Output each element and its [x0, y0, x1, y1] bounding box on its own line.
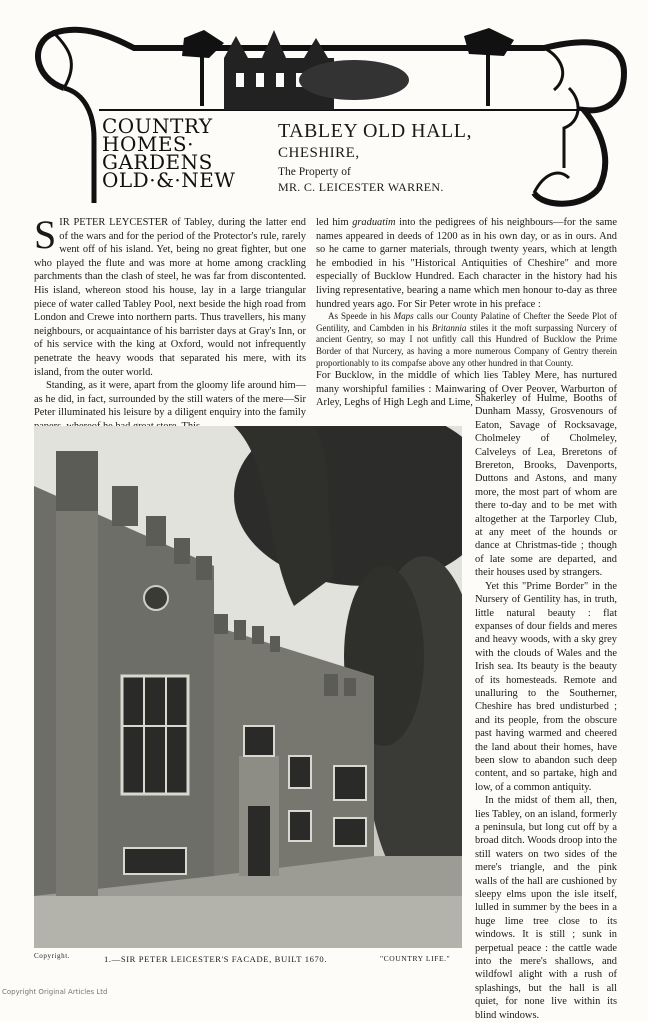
- series-line-1: COUNTRY: [102, 114, 213, 138]
- property-line: The Property of: [278, 166, 351, 178]
- paragraph-bucklow: For Bucklow, in the middle of which lies Tabley Mere, has nurtured many worshipful families : Mainwaring of Over Peover, Warburton of Arley, Leghs of High Legh and Lime,: [316, 370, 617, 409]
- italic-word: graduatim: [352, 217, 396, 228]
- opening-text: IR PETER LEYCESTER of Tabley, during the latter end of the wars and for the period of the Protector's rule, rarely went off of his island. Yet, being no great fighter, but one who played the flute and was more at home among crackling parchments than the clash of steel, he was far from discontented. His island, whereon stood his house, lay in a large triangular piece of water called Tabley Pool, next beside the high road from London and Crewe into northern parts. Thus travellers, his many neighbours, or acquaintance of his barrister days at Gray's Inn, or of his service with the king at Oxford, would not infrequently penetrate the heavy woods that separated his mere, with its island, from the outer world.: [34, 217, 306, 378]
- paragraph-families: Shakerley of Hulme, Booths of Dunham Massy, Grosvenours of Eaton, Savage of Rocksavage, Cholmeley of Cholmeley, Calveleys of Lea, Breretons of Brereton, Brooks, Davenports, Duttons and Astons, and many more, the most part of whom are there to-day and to be met with altogether at the Tarporley Club, at any meet of the hounds or dance at Christmas-tide ; though of late some are departed, and their houses used by strangers.: [475, 393, 617, 579]
- quote-italic: Britannia: [431, 322, 467, 333]
- series-line-2: HOMES·: [102, 132, 194, 156]
- text-run: into the pedigrees of his neighbours—for the same names appeared in deeds of 1200 as in his own day, or as in ours. And so he came to garner materials, through twenty years, which at length he embodied in his "Historical Antiquities of Cheshire" and more especially of Bucklow Hundred. Each character in the history had his living representative, bearing a name which men honour to-day as three hundred years ago. For Sir Peter wrote in his preface :: [316, 217, 617, 310]
- paragraph-graduatim: [316, 216, 617, 311]
- series-line-3: GARDENS: [102, 150, 213, 174]
- quote-run: calls our County Palatine of Chefter the Seede Plot of Gentility, and Cambden in his: [316, 311, 617, 333]
- narrow-column: [475, 392, 617, 1022]
- photo-credit: "COUNTRY LIFE.": [380, 954, 451, 963]
- watermark: Copyright Original Articles Ltd: [2, 988, 108, 996]
- hall-photograph: [34, 426, 462, 948]
- paragraph-prime-border: Yet this "Prime Border" in the Nursery of Gentility has, in truth, little natural beauty : flat expanses of dour fields and meres and heavy woods, with a sky grey with the clouds of Wales and the Irish sea. Its beauty is the beauty of its homesteads. Remote and unalluring to the Southerner, Cheshire has bred undisturbed ; and its people, from the obscure past having warmed and cheered the land about their homes, have been slow to abandon such deep content, and so partake, high and low, of a common antiquity.: [475, 580, 617, 793]
- drop-cap: S: [34, 212, 57, 257]
- article-heading: [278, 120, 538, 195]
- paragraph-standing: Standing, as it were, apart from the gloomy life around him—as he did, in fact, surrounded by the still waters of the mere—Sir Peter illuminated his leisure by a diligent enquiry into the family: [34, 380, 306, 419]
- series-line-4: OLD·&·NEW: [102, 168, 236, 192]
- caption-text: 1.—SIR PETER LEICESTER'S FACADE, BUILT 1670.: [104, 954, 328, 964]
- facade-illustration: [34, 426, 462, 948]
- text-run: led him: [316, 217, 353, 228]
- preface-quote: [316, 311, 617, 369]
- paragraph-opening: [34, 212, 306, 379]
- right-column: [316, 216, 617, 410]
- owner-name: MR. C. LEICESTER WARREN.: [278, 180, 444, 194]
- quote-italic: Maps: [393, 311, 414, 322]
- quote-run: As Speede in his: [328, 311, 394, 322]
- article-subtitle: CHESHIRE,: [278, 145, 360, 161]
- copyright-note: Copyright.: [34, 952, 71, 960]
- quote-run: stiles it the moft surpassing Nurcery of ancient Gentry, so may I not unfitly call this Hundred of Bucklow the Prime Border of that Nurcery, as having a more numerous Company of Gentry therein proportionably to its compafse above any other hundred in that County.: [316, 322, 617, 368]
- article-title: TABLEY OLD HALL,: [278, 120, 472, 142]
- series-title: [102, 114, 262, 192]
- left-column: [34, 212, 306, 434]
- paragraph-midst: In the midst of them all, then, lies Tabley, on an island, formerly a peninsula, but long cut off by a broad ditch. Woods droop into the still waters on two sides of the mere's triangle, and the pink walls of the hall are cushioned by sleepy elms upon the isle itself, lulled in summer by the bees in a huge lime tree close to its windows. It is still ; sunk in perpetual peace : the cattle wade into the mere's shallows, and wildfowl alight with a rush of splashings, but the hall is all quiet, for none live within its blind windows.: [475, 795, 617, 1021]
